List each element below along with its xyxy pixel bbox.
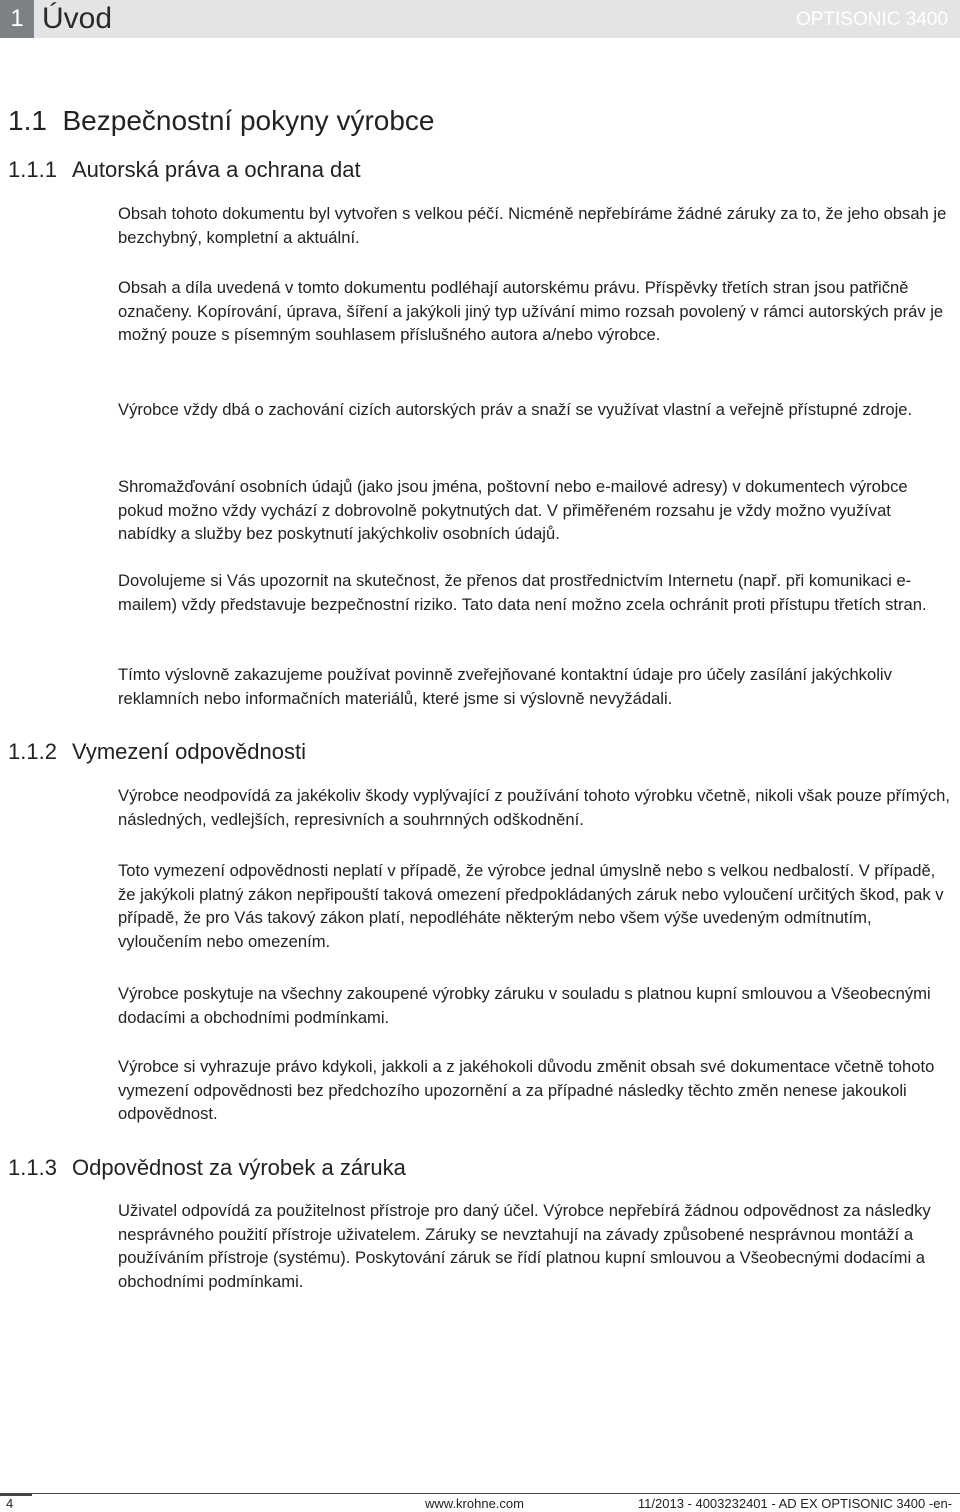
footer-divider — [0, 1493, 960, 1494]
subsection-heading — [8, 737, 306, 767]
section-title: Bezpečnostní pokyny výrobce — [62, 105, 435, 136]
footer-doc-reference: 11/2013 - 4003232401 - AD EX OPTISONIC 3400 -en- — [637, 1496, 952, 1511]
footer-website: www.krohne.com — [425, 1496, 524, 1511]
subsection-heading — [8, 155, 361, 185]
paragraph: Výrobce si vyhrazuje právo kdykoli, jakkoli a z jakéhokoli důvodu změnit obsah své dokumentace včetně tohoto vymezení odpovědnosti bez předchozího upozornění a za případné následky těchto změn nenese jakoukoli odpovědnost. — [118, 1057, 935, 1124]
footer-page-marker — [0, 1493, 32, 1496]
paragraph: Výrobce poskytuje na všechny zakoupené výrobky záruku v souladu s platnou kupní smlouvou a Všeobecnými dodacími a obchodními podmínkami. — [118, 984, 931, 1027]
subsection-number: 1.1.1 — [8, 157, 57, 182]
subsection-number: 1.1.3 — [8, 1155, 57, 1180]
subsection-title: Odpovědnost za výrobek a záruka — [72, 1155, 406, 1180]
section-heading — [8, 103, 434, 139]
subsection-heading — [8, 1153, 406, 1183]
chapter-number: 1 — [0, 0, 34, 38]
subsection-title: Autorská práva a ochrana dat — [72, 157, 361, 182]
paragraph: Shromažďování osobních údajů (jako jsou jména, poštovní nebo e-mailové adresy) v dokumentech výrobce pokud možno vždy vychází z dobrovolně pokytnutých dat. V přiměřeném rozsahu je vždy možno využívat nabídky a služby bez poskytnutí jakýchkoliv osobních údajů. — [118, 477, 908, 544]
subsection-number: 1.1.2 — [8, 739, 57, 764]
page-number: 4 — [6, 1496, 14, 1511]
paragraph: Obsah tohoto dokumentu byl vytvořen s velkou péčí. Nicméně nepřebíráme žádné záruky za to, že jeho obsah je bezchybný, kompletní a aktuální. — [118, 204, 947, 247]
section-number: 1.1 — [8, 105, 47, 136]
paragraph: Uživatel odpovídá za použitelnost přístroje pro daný účel. Výrobce nepřebírá žádnou odpovědnost za následky nesprávného použití přístroje uživatelem. Záruky se nevztahují na závady způsobené nesprávnou montáží a používáním přístroje (systému). Poskytování záruk se řídí platnou kupní smlouvou a Všeobecnými dodacími a obchodními podmínkami. — [118, 1201, 931, 1291]
paragraph: Obsah a díla uvedená v tomto dokumentu podléhají autorskému právu. Příspěvky třetích stran jsou patřičně označeny. Kopírování, úprava, šíření a jakýkoli jiný typ užívání mimo rozsah povolený v rámci autorských práv je možný pouze s písemným souhlasem příslušného autora a/nebo výrobce. — [118, 278, 944, 345]
paragraph: Toto vymezení odpovědnosti neplatí v případě, že výrobce jednal úmyslně nebo s velkou nedbalostí. V případě, že jakýkoli platný zákon nepřipouští taková omezení předpokládaných záruk nebo vyloučení určitých škod, pak v případě, že pro Vás takový zákon platí, nepodléháte některým nebo všem výše uvedeným odmítnutím, vyloučením nebo omezením. — [118, 861, 944, 951]
chapter-header-bar — [0, 0, 960, 38]
subsection-title: Vymezení odpovědnosti — [72, 739, 306, 764]
chapter-title: Úvod — [42, 2, 113, 35]
paragraph: Dovolujeme si Vás upozornit na skutečnost, že přenos dat prostřednictvím Internetu (např. při komunikaci e-mailem) vždy představuje bezpečnostní riziko. Tato data není možno zcela ochránit proti přístupu třetích stran. — [118, 571, 927, 614]
paragraph: Výrobce neodpovídá za jakékoliv škody vyplývající z používání tohoto výrobku včetně, nikoli však pouze přímých, následných, vedlejších, represivních a souhrnných odškodnění. — [118, 786, 950, 829]
paragraph: Výrobce vždy dbá o zachování cizích autorských práv a snaží se využívat vlastní a veřejně přístupné zdroje. — [118, 400, 913, 419]
product-name: OPTISONIC 3400 — [795, 9, 948, 30]
paragraph: Tímto výslovně zakazujeme používat povinně zveřejňované kontaktní údaje pro účely zasílání jakýchkoliv reklamních nebo informačních materiálů, které jsme si výslovně nevyžádali. — [118, 665, 892, 708]
